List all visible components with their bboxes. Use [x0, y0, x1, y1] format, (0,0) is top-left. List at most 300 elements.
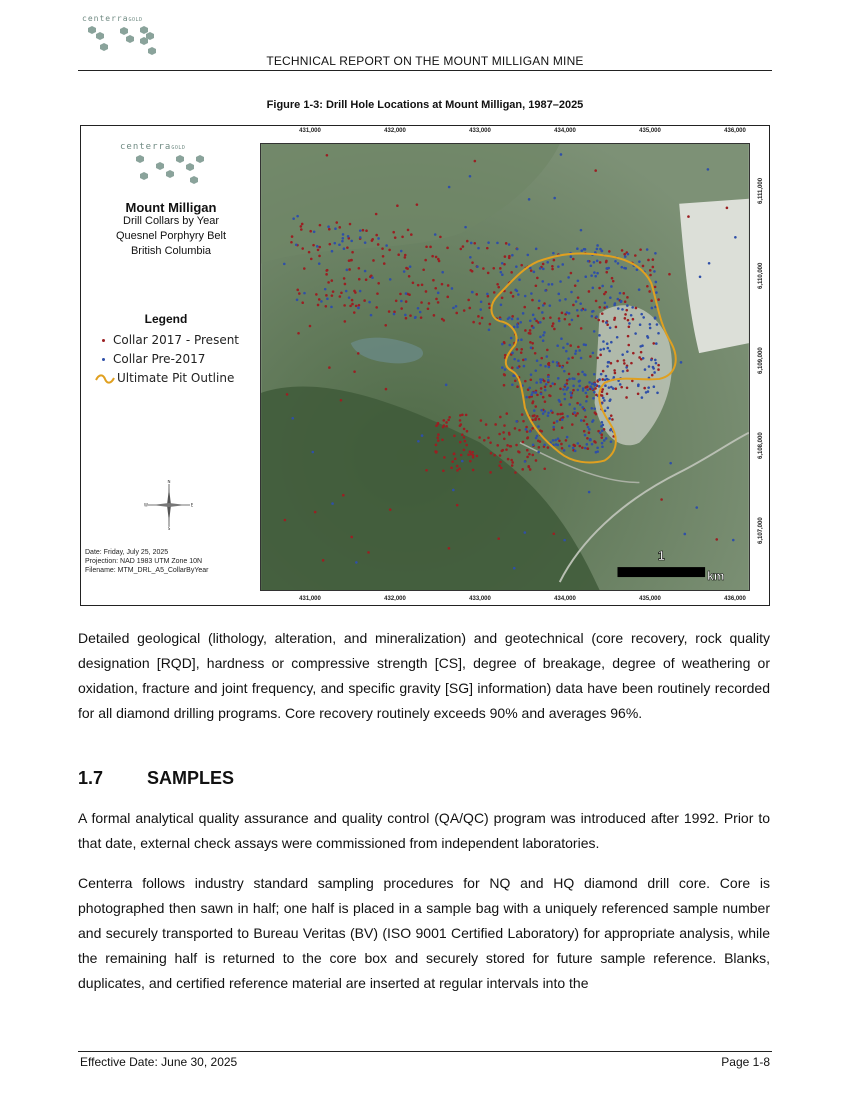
collar-pre-2017-dot	[582, 389, 585, 392]
collar-pre-2017-dot	[292, 217, 295, 220]
collar-2017-present-dot	[621, 249, 624, 252]
collar-2017-present-dot	[310, 258, 313, 261]
collar-2017-present-dot	[553, 328, 556, 331]
collar-pre-2017-dot	[585, 392, 588, 395]
collar-2017-present-dot	[511, 461, 514, 464]
collar-2017-present-dot	[715, 538, 718, 541]
collar-2017-present-dot	[500, 467, 503, 470]
collar-2017-present-dot	[601, 390, 604, 393]
collar-2017-present-dot	[298, 292, 301, 295]
collar-pre-2017-dot	[642, 357, 645, 360]
collar-pre-2017-dot	[630, 314, 633, 317]
collar-pre-2017-dot	[607, 407, 610, 410]
collar-2017-present-dot	[514, 380, 517, 383]
collar-2017-present-dot	[510, 291, 513, 294]
collar-pre-2017-dot	[563, 370, 566, 373]
collar-2017-present-dot	[522, 359, 525, 362]
collar-pre-2017-dot	[364, 270, 367, 273]
collar-pre-2017-dot	[610, 341, 613, 344]
collar-2017-present-dot	[498, 464, 501, 467]
collar-pre-2017-dot	[370, 314, 373, 317]
collar-2017-present-dot	[535, 459, 538, 462]
collar-pre-2017-dot	[516, 323, 519, 326]
collar-pre-2017-dot	[602, 424, 605, 427]
collar-pre-2017-dot	[654, 359, 657, 362]
collar-pre-2017-dot	[516, 248, 519, 251]
collar-pre-2017-dot	[563, 393, 566, 396]
collar-2017-present-dot	[332, 290, 335, 293]
collar-pre-2017-dot	[590, 264, 593, 267]
collar-2017-present-dot	[596, 357, 599, 360]
collar-2017-present-dot	[559, 413, 562, 416]
collar-2017-present-dot	[502, 431, 505, 434]
collar-pre-2017-dot	[655, 362, 658, 365]
collar-2017-present-dot	[393, 311, 396, 314]
collar-2017-present-dot	[487, 436, 490, 439]
collar-2017-present-dot	[446, 296, 449, 299]
collar-2017-present-dot	[610, 414, 613, 417]
collar-2017-present-dot	[480, 419, 483, 422]
collar-2017-present-dot	[649, 274, 652, 277]
collar-2017-present-dot	[577, 373, 580, 376]
collar-pre-2017-dot	[580, 229, 583, 232]
collar-2017-present-dot	[339, 295, 342, 298]
collar-2017-present-dot	[410, 233, 413, 236]
collar-2017-present-dot	[528, 396, 531, 399]
collar-pre-2017-dot	[542, 334, 545, 337]
collar-pre-2017-dot	[571, 319, 574, 322]
collar-pre-2017-dot	[501, 366, 504, 369]
collar-pre-2017-dot	[501, 262, 504, 265]
collar-2017-present-dot	[646, 285, 649, 288]
collar-pre-2017-dot	[295, 243, 298, 246]
collar-2017-present-dot	[367, 551, 370, 554]
collar-pre-2017-dot	[589, 439, 592, 442]
collar-2017-present-dot	[505, 242, 508, 245]
map-date: Date: Friday, July 25, 2025	[85, 549, 169, 556]
svg-text:W: W	[144, 502, 148, 508]
collar-2017-present-dot	[385, 388, 388, 391]
collar-pre-2017-dot	[547, 414, 550, 417]
collar-pre-2017-dot	[596, 248, 599, 251]
collar-2017-present-dot	[441, 438, 444, 441]
collar-2017-present-dot	[529, 468, 532, 471]
collar-pre-2017-dot	[341, 240, 344, 243]
collar-2017-present-dot	[540, 387, 543, 390]
collar-2017-present-dot	[553, 259, 556, 262]
collar-2017-present-dot	[504, 255, 507, 258]
collar-pre-2017-dot	[535, 248, 538, 251]
collar-2017-present-dot	[499, 454, 502, 457]
map-filename: Filename: MTM_DRL_A5_CollarByYear	[85, 567, 209, 574]
collar-pre-2017-dot	[445, 384, 448, 387]
collar-pre-2017-dot	[567, 387, 570, 390]
collar-2017-present-dot	[640, 351, 643, 354]
collar-2017-present-dot	[471, 261, 474, 264]
collar-2017-present-dot	[577, 346, 580, 349]
collar-2017-present-dot	[623, 253, 626, 256]
collar-2017-present-dot	[377, 282, 380, 285]
collar-pre-2017-dot	[533, 409, 536, 412]
collar-pre-2017-dot	[541, 280, 544, 283]
collar-pre-2017-dot	[570, 394, 573, 397]
collar-2017-present-dot	[551, 268, 554, 271]
collar-pre-2017-dot	[606, 305, 609, 308]
collar-2017-present-dot	[472, 321, 475, 324]
collar-pre-2017-dot	[602, 348, 605, 351]
collar-2017-present-dot	[425, 245, 428, 248]
collar-2017-present-dot	[445, 425, 448, 428]
collar-pre-2017-dot	[576, 247, 579, 250]
collar-2017-present-dot	[521, 468, 524, 471]
collar-pre-2017-dot	[656, 391, 659, 394]
collar-pre-2017-dot	[598, 379, 601, 382]
collar-2017-present-dot	[291, 235, 294, 238]
collar-2017-present-dot	[626, 296, 629, 299]
collar-pre-2017-dot	[540, 409, 543, 412]
collar-2017-present-dot	[614, 372, 617, 375]
collar-2017-present-dot	[453, 434, 456, 437]
collar-pre-2017-dot	[654, 252, 657, 255]
collar-pre-2017-dot	[542, 412, 545, 415]
collar-2017-present-dot	[351, 299, 354, 302]
collar-pre-2017-dot	[552, 439, 555, 442]
collar-pre-2017-dot	[487, 241, 490, 244]
collar-2017-present-dot	[448, 416, 451, 419]
collar-2017-present-dot	[520, 348, 523, 351]
collar-2017-present-dot	[635, 307, 638, 310]
collar-2017-present-dot	[547, 363, 550, 366]
collar-2017-present-dot	[624, 317, 627, 320]
collar-2017-present-dot	[447, 284, 450, 287]
collar-pre-2017-dot	[637, 383, 640, 386]
collar-2017-present-dot	[540, 357, 543, 360]
collar-2017-present-dot	[399, 293, 402, 296]
collar-pre-2017-dot	[591, 382, 594, 385]
collar-2017-present-dot	[349, 259, 352, 262]
collar-pre-2017-dot	[584, 409, 587, 412]
collar-pre-2017-dot	[417, 440, 420, 443]
collar-2017-present-dot	[308, 251, 311, 254]
collar-2017-present-dot	[463, 436, 466, 439]
collar-pre-2017-dot	[345, 290, 348, 293]
collar-pre-2017-dot	[614, 260, 617, 263]
collar-pre-2017-dot	[613, 376, 616, 379]
collar-pre-2017-dot	[496, 242, 499, 245]
section-title: SAMPLES	[147, 768, 235, 788]
collar-pre-2017-dot	[608, 399, 611, 402]
collar-2017-present-dot	[435, 451, 438, 454]
collar-pre-2017-dot	[603, 439, 606, 442]
collar-pre-2017-dot	[515, 265, 518, 268]
collar-pre-2017-dot	[542, 339, 545, 342]
paragraph-qaqc: A formal analytical quality assurance and quality control (QA/QC) program was introduced after 1992. Prior to that date, external check assays were commissioned from independent laboratories.	[78, 810, 770, 851]
collar-pre-2017-dot	[638, 260, 641, 263]
collar-pre-2017-dot	[588, 381, 591, 384]
collar-pre-2017-dot	[283, 263, 286, 266]
collar-2017-present-dot	[510, 459, 513, 462]
collar-2017-present-dot	[601, 378, 604, 381]
collar-2017-present-dot	[463, 428, 466, 431]
collar-2017-present-dot	[301, 223, 304, 226]
collar-pre-2017-dot	[561, 263, 564, 266]
collar-2017-present-dot	[400, 307, 403, 310]
collar-pre-2017-dot	[359, 236, 362, 239]
collar-pre-2017-dot	[624, 255, 627, 258]
collar-pre-2017-dot	[385, 244, 388, 247]
collar-2017-present-dot	[358, 304, 361, 307]
collar-pre-2017-dot	[573, 378, 576, 381]
collar-2017-present-dot	[601, 312, 604, 315]
collar-pre-2017-dot	[583, 343, 586, 346]
collar-pre-2017-dot	[563, 539, 566, 542]
legend-item-collar-pre2017: Collar Pre-2017	[98, 352, 205, 366]
collar-2017-present-dot	[597, 319, 600, 322]
collar-pre-2017-dot	[708, 262, 711, 265]
collar-pre-2017-dot	[371, 276, 374, 279]
collar-pre-2017-dot	[594, 275, 597, 278]
collar-pre-2017-dot	[575, 350, 578, 353]
collar-2017-present-dot	[420, 301, 423, 304]
collar-pre-2017-dot	[532, 314, 535, 317]
collar-2017-present-dot	[435, 298, 438, 301]
collar-pre-2017-dot	[586, 388, 589, 391]
header-divider	[78, 70, 772, 71]
collar-pre-2017-dot	[469, 256, 472, 259]
collar-pre-2017-dot	[539, 336, 542, 339]
collar-2017-present-dot	[469, 269, 472, 272]
collar-2017-present-dot	[325, 269, 328, 272]
collar-pre-2017-dot	[707, 168, 710, 171]
collar-2017-present-dot	[538, 446, 541, 449]
collar-2017-present-dot	[566, 379, 569, 382]
collar-2017-present-dot	[358, 267, 361, 270]
collar-pre-2017-dot	[566, 311, 569, 314]
collar-pre-2017-dot	[648, 365, 651, 368]
collar-pre-2017-dot	[592, 352, 595, 355]
collar-pre-2017-dot	[469, 175, 472, 178]
figure-caption: Figure 1-3: Drill Hole Locations at Mount Milligan, 1987–2025	[266, 99, 584, 111]
collar-pre-2017-dot	[584, 447, 587, 450]
collar-pre-2017-dot	[508, 243, 511, 246]
collar-pre-2017-dot	[538, 300, 541, 303]
collar-2017-present-dot	[642, 265, 645, 268]
map-title: Mount Milligan	[125, 200, 217, 215]
y-tick-4: 6,107,000	[758, 517, 764, 544]
collar-pre-2017-dot	[617, 307, 620, 310]
collar-2017-present-dot	[584, 416, 587, 419]
collar-2017-present-dot	[552, 532, 555, 535]
collar-pre-2017-dot	[653, 385, 656, 388]
collar-pre-2017-dot	[331, 502, 334, 505]
collar-2017-present-dot	[469, 460, 472, 463]
collar-2017-present-dot	[335, 221, 338, 224]
collar-2017-present-dot	[429, 246, 432, 249]
collar-pre-2017-dot	[552, 426, 555, 429]
svg-text:E: E	[190, 502, 194, 508]
collar-pre-2017-dot	[596, 272, 599, 275]
collar-pre-2017-dot	[544, 410, 547, 413]
collar-2017-present-dot	[571, 423, 574, 426]
collar-pre-2017-dot	[320, 300, 323, 303]
collar-pre-2017-dot	[607, 361, 610, 364]
x-ticks-bottom	[260, 596, 750, 606]
collar-pre-2017-dot	[536, 359, 539, 362]
collar-2017-present-dot	[547, 446, 550, 449]
collar-2017-present-dot	[455, 312, 458, 315]
collar-pre-2017-dot	[558, 320, 561, 323]
collar-2017-present-dot	[406, 267, 409, 270]
collar-2017-present-dot	[518, 429, 521, 432]
collar-2017-present-dot	[428, 302, 431, 305]
collar-2017-present-dot	[442, 419, 445, 422]
collar-2017-present-dot	[531, 299, 534, 302]
collar-pre-2017-dot	[554, 439, 557, 442]
collar-2017-present-dot	[626, 387, 629, 390]
collar-2017-present-dot	[522, 441, 525, 444]
collar-pre-2017-dot	[644, 368, 647, 371]
collar-2017-present-dot	[431, 255, 434, 258]
collar-pre-2017-dot	[577, 279, 580, 282]
collar-2017-present-dot	[408, 275, 411, 278]
collar-pre-2017-dot	[608, 350, 611, 353]
collar-2017-present-dot	[650, 299, 653, 302]
collar-2017-present-dot	[660, 498, 663, 501]
collar-pre-2017-dot	[621, 308, 624, 311]
collar-2017-present-dot	[499, 416, 502, 419]
collar-pre-2017-dot	[544, 289, 547, 292]
collar-pre-2017-dot	[591, 315, 594, 318]
collar-2017-present-dot	[375, 213, 378, 216]
collar-2017-present-dot	[489, 471, 492, 474]
collar-2017-present-dot	[507, 458, 510, 461]
collar-2017-present-dot	[501, 297, 504, 300]
collar-2017-present-dot	[489, 441, 492, 444]
collar-2017-present-dot	[353, 370, 356, 373]
collar-2017-present-dot	[439, 236, 442, 239]
collar-pre-2017-dot	[602, 340, 605, 343]
pit-outline-line-icon	[95, 374, 115, 384]
collar-pre-2017-dot	[452, 489, 455, 492]
collar-2017-present-dot	[317, 304, 320, 307]
collar-pre-2017-dot	[575, 300, 578, 303]
collar-pre-2017-dot	[539, 378, 542, 381]
collar-2017-present-dot	[627, 319, 630, 322]
collar-pre-2017-dot	[606, 342, 609, 345]
collar-2017-present-dot	[508, 257, 511, 260]
collar-2017-present-dot	[553, 421, 556, 424]
collar-pre-2017-dot	[331, 250, 334, 253]
collar-pre-2017-dot	[604, 384, 607, 387]
collar-2017-present-dot	[516, 385, 519, 388]
collar-2017-present-dot	[587, 447, 590, 450]
collar-2017-present-dot	[627, 335, 630, 338]
collar-2017-present-dot	[586, 423, 589, 426]
collar-2017-present-dot	[651, 374, 654, 377]
collar-pre-2017-dot	[590, 274, 593, 277]
collar-2017-present-dot	[394, 236, 397, 239]
collar-2017-present-dot	[503, 424, 506, 427]
y-tick-3: 6,108,000	[758, 432, 764, 459]
collar-pre-2017-dot	[334, 227, 337, 230]
collar-2017-present-dot	[461, 433, 464, 436]
section-heading	[78, 768, 234, 789]
collar-2017-present-dot	[445, 421, 448, 424]
collar-pre-2017-dot	[562, 388, 565, 391]
collar-2017-present-dot	[533, 414, 536, 417]
collar-pre-2017-dot	[609, 429, 612, 432]
collar-2017-present-dot	[469, 450, 472, 453]
collar-2017-present-dot	[483, 439, 486, 442]
collar-2017-present-dot	[625, 309, 628, 312]
collar-pre-2017-dot	[599, 348, 602, 351]
collar-2017-present-dot	[327, 281, 330, 284]
collar-2017-present-dot	[309, 230, 312, 233]
collar-2017-present-dot	[605, 271, 608, 274]
collar-2017-present-dot	[639, 248, 642, 251]
collar-2017-present-dot	[654, 286, 657, 289]
collar-pre-2017-dot	[566, 415, 569, 418]
collar-pre-2017-dot	[655, 342, 658, 345]
x-tick-bottom-4: 435,000	[639, 596, 661, 602]
collar-2017-present-dot	[643, 387, 646, 390]
collar-2017-present-dot	[687, 215, 690, 218]
collar-pre-2017-dot	[605, 375, 608, 378]
collar-pre-2017-dot	[525, 396, 528, 399]
collar-pre-2017-dot	[510, 337, 513, 340]
collar-2017-present-dot	[309, 325, 312, 328]
collar-pre-2017-dot	[580, 249, 583, 252]
collar-2017-present-dot	[357, 352, 360, 355]
map-logo-wordmark: centerraGOLD	[120, 142, 186, 152]
collar-2017-present-dot	[583, 419, 586, 422]
collar-pre-2017-dot	[560, 153, 563, 156]
collar-pre-2017-dot	[572, 385, 575, 388]
collar-pre-2017-dot	[649, 323, 652, 326]
collar-2017-present-dot	[531, 454, 534, 457]
collar-2017-present-dot	[463, 309, 466, 312]
collar-2017-present-dot	[572, 258, 575, 261]
collar-2017-present-dot	[511, 366, 514, 369]
collar-2017-present-dot	[623, 359, 626, 362]
collar-2017-present-dot	[344, 283, 347, 286]
collar-pre-2017-dot	[544, 365, 547, 368]
collar-pre-2017-dot	[548, 366, 551, 369]
collar-2017-present-dot	[648, 290, 651, 293]
collar-pre-2017-dot	[556, 361, 559, 364]
collar-pre-2017-dot	[608, 417, 611, 420]
collar-pre-2017-dot	[504, 368, 507, 371]
collar-2017-present-dot	[522, 420, 525, 423]
collar-pre-2017-dot	[514, 289, 517, 292]
map-subtitle-1: Drill Collars by Year	[123, 215, 219, 227]
collar-pre-2017-dot	[547, 379, 550, 382]
collar-2017-present-dot	[548, 394, 551, 397]
collar-pre-2017-dot	[593, 407, 596, 410]
collar-2017-present-dot	[376, 292, 379, 295]
collar-2017-present-dot	[328, 228, 331, 231]
collar-2017-present-dot	[450, 466, 453, 469]
collar-pre-2017-dot	[621, 353, 624, 356]
collar-2017-present-dot	[427, 307, 430, 310]
collar-pre-2017-dot	[568, 403, 571, 406]
collar-pre-2017-dot	[638, 288, 641, 291]
collar-2017-present-dot	[588, 431, 591, 434]
collar-2017-present-dot	[453, 453, 456, 456]
collar-2017-present-dot	[456, 504, 459, 507]
collar-pre-2017-dot	[566, 343, 569, 346]
collar-2017-present-dot	[489, 323, 492, 326]
